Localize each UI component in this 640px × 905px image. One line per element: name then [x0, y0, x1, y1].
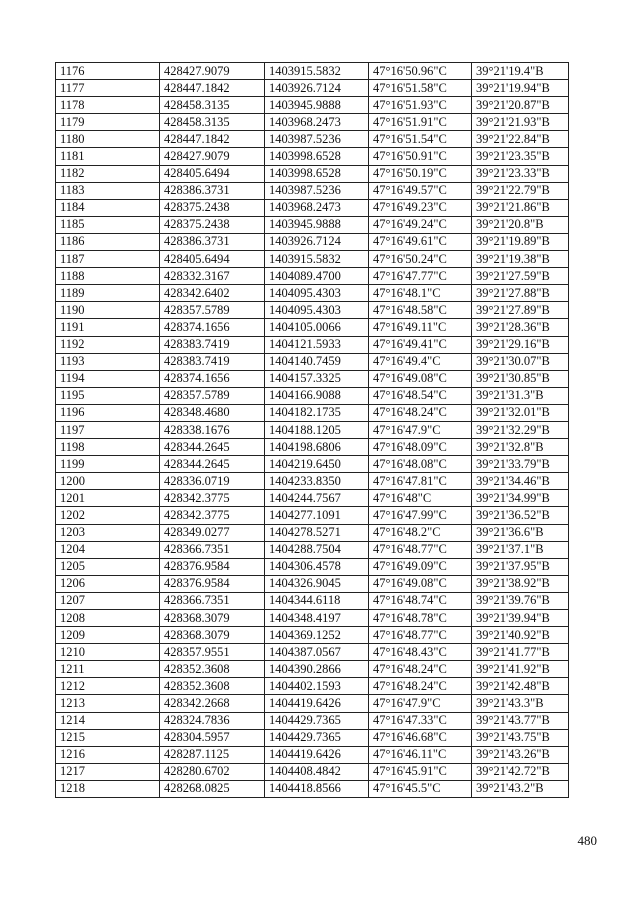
point-number-cell: 1182: [56, 165, 160, 182]
longitude-cell: 39°21'23.35"В: [472, 148, 569, 165]
latitude-cell: 47°16'48.77"С: [369, 627, 472, 644]
latitude-cell: 47°16'50.96"С: [369, 63, 472, 80]
longitude-cell: 39°21'34.99"В: [472, 490, 569, 507]
y-coordinate-cell: 1404188.1205: [265, 421, 369, 438]
point-number-cell: 1193: [56, 353, 160, 370]
point-number-cell: 1195: [56, 387, 160, 404]
y-coordinate-cell: 1403945.9888: [265, 216, 369, 233]
point-number-cell: 1198: [56, 439, 160, 456]
longitude-cell: 39°21'39.76"В: [472, 592, 569, 609]
x-coordinate-cell: 428357.5789: [160, 387, 265, 404]
y-coordinate-cell: 1404166.9088: [265, 387, 369, 404]
table-row: [56, 97, 569, 114]
point-number-cell: 1202: [56, 507, 160, 524]
x-coordinate-cell: 428458.3135: [160, 114, 265, 131]
longitude-cell: 39°21'43.26"В: [472, 746, 569, 763]
latitude-cell: 47°16'47.77"С: [369, 268, 472, 285]
latitude-cell: 47°16'49.23"С: [369, 199, 472, 216]
point-number-cell: 1186: [56, 233, 160, 250]
x-coordinate-cell: 428366.7351: [160, 592, 265, 609]
latitude-cell: 47°16'48"С: [369, 490, 472, 507]
point-number-cell: 1203: [56, 524, 160, 541]
longitude-cell: 39°21'42.72"В: [472, 763, 569, 780]
x-coordinate-cell: 428342.2668: [160, 695, 265, 712]
latitude-cell: 47°16'50.24"С: [369, 251, 472, 268]
point-number-cell: 1189: [56, 285, 160, 302]
x-coordinate-cell: 428344.2645: [160, 456, 265, 473]
longitude-cell: 39°21'32.8"В: [472, 439, 569, 456]
table-row: [56, 80, 569, 97]
y-coordinate-cell: 1404233.8350: [265, 473, 369, 490]
x-coordinate-cell: 428427.9079: [160, 148, 265, 165]
longitude-cell: 39°21'34.46"В: [472, 473, 569, 490]
longitude-cell: 39°21'30.85"В: [472, 370, 569, 387]
longitude-cell: 39°21'38.92"В: [472, 575, 569, 592]
longitude-cell: 39°21'43.3"В: [472, 695, 569, 712]
longitude-cell: 39°21'32.29"В: [472, 421, 569, 438]
point-number-cell: 1178: [56, 97, 160, 114]
longitude-cell: 39°21'20.87"В: [472, 97, 569, 114]
table-row: [56, 610, 569, 627]
latitude-cell: 47°16'49.09"С: [369, 558, 472, 575]
page-number: 480: [577, 833, 597, 848]
y-coordinate-cell: 1404306.4578: [265, 558, 369, 575]
point-number-cell: 1216: [56, 746, 160, 763]
latitude-cell: 47°16'45.5"С: [369, 780, 472, 797]
y-coordinate-cell: 1403926.7124: [265, 233, 369, 250]
y-coordinate-cell: 1404402.1593: [265, 678, 369, 695]
y-coordinate-cell: 1403998.6528: [265, 148, 369, 165]
y-coordinate-cell: 1403968.2473: [265, 199, 369, 216]
latitude-cell: 47°16'48.77"С: [369, 541, 472, 558]
point-number-cell: 1205: [56, 558, 160, 575]
y-coordinate-cell: 1404140.7459: [265, 353, 369, 370]
point-number-cell: 1181: [56, 148, 160, 165]
latitude-cell: 47°16'49.24"С: [369, 216, 472, 233]
x-coordinate-cell: 428366.7351: [160, 541, 265, 558]
table-row: [56, 353, 569, 370]
table-row: [56, 370, 569, 387]
x-coordinate-cell: 428376.9584: [160, 575, 265, 592]
x-coordinate-cell: 428352.3608: [160, 661, 265, 678]
point-number-cell: 1188: [56, 268, 160, 285]
table-row: [56, 575, 569, 592]
table-row: [56, 439, 569, 456]
latitude-cell: 47°16'48.54"С: [369, 387, 472, 404]
longitude-cell: 39°21'21.93"В: [472, 114, 569, 131]
y-coordinate-cell: 1404288.7504: [265, 541, 369, 558]
x-coordinate-cell: 428386.3731: [160, 182, 265, 199]
latitude-cell: 47°16'51.93"С: [369, 97, 472, 114]
table-row: [56, 592, 569, 609]
point-number-cell: 1197: [56, 421, 160, 438]
longitude-cell: 39°21'19.38"В: [472, 251, 569, 268]
table-row: [56, 302, 569, 319]
x-coordinate-cell: 428357.9551: [160, 644, 265, 661]
latitude-cell: 47°16'48.09"С: [369, 439, 472, 456]
point-number-cell: 1200: [56, 473, 160, 490]
y-coordinate-cell: 1403926.7124: [265, 80, 369, 97]
longitude-cell: 39°21'19.4"В: [472, 63, 569, 80]
x-coordinate-cell: 428324.7836: [160, 712, 265, 729]
longitude-cell: 39°21'39.94"В: [472, 610, 569, 627]
point-number-cell: 1192: [56, 336, 160, 353]
y-coordinate-cell: 1404089.4700: [265, 268, 369, 285]
point-number-cell: 1218: [56, 780, 160, 797]
x-coordinate-cell: 428374.1656: [160, 370, 265, 387]
latitude-cell: 47°16'48.08"С: [369, 456, 472, 473]
y-coordinate-cell: 1403945.9888: [265, 97, 369, 114]
y-coordinate-cell: 1404418.8566: [265, 780, 369, 797]
latitude-cell: 47°16'47.81"С: [369, 473, 472, 490]
longitude-cell: 39°21'20.8"В: [472, 216, 569, 233]
table-row: [56, 131, 569, 148]
y-coordinate-cell: 1404326.9045: [265, 575, 369, 592]
table-row: [56, 627, 569, 644]
longitude-cell: 39°21'43.77"В: [472, 712, 569, 729]
table-row: [56, 216, 569, 233]
latitude-cell: 47°16'48.24"С: [369, 661, 472, 678]
longitude-cell: 39°21'41.92"В: [472, 661, 569, 678]
y-coordinate-cell: 1404390.2866: [265, 661, 369, 678]
point-number-cell: 1199: [56, 456, 160, 473]
point-number-cell: 1206: [56, 575, 160, 592]
x-coordinate-cell: 428344.2645: [160, 439, 265, 456]
y-coordinate-cell: 1404182.1735: [265, 404, 369, 421]
latitude-cell: 47°16'48.78"С: [369, 610, 472, 627]
longitude-cell: 39°21'41.77"В: [472, 644, 569, 661]
longitude-cell: 39°21'19.94"В: [472, 80, 569, 97]
point-number-cell: 1213: [56, 695, 160, 712]
table-row: [56, 763, 569, 780]
point-number-cell: 1179: [56, 114, 160, 131]
coordinates-table-body: [56, 63, 569, 798]
x-coordinate-cell: 428368.3079: [160, 627, 265, 644]
point-number-cell: 1183: [56, 182, 160, 199]
y-coordinate-cell: 1403915.5832: [265, 251, 369, 268]
latitude-cell: 47°16'48.1"С: [369, 285, 472, 302]
y-coordinate-cell: 1404095.4303: [265, 302, 369, 319]
x-coordinate-cell: 428338.1676: [160, 421, 265, 438]
table-row: [56, 661, 569, 678]
table-row: [56, 780, 569, 797]
table-row: [56, 387, 569, 404]
longitude-cell: 39°21'27.89"В: [472, 302, 569, 319]
table-row: [56, 524, 569, 541]
x-coordinate-cell: 428332.3167: [160, 268, 265, 285]
table-row: [56, 251, 569, 268]
table-row: [56, 63, 569, 80]
y-coordinate-cell: 1404419.6426: [265, 746, 369, 763]
point-number-cell: 1214: [56, 712, 160, 729]
table-row: [56, 695, 569, 712]
point-number-cell: 1207: [56, 592, 160, 609]
x-coordinate-cell: 428405.6494: [160, 165, 265, 182]
latitude-cell: 47°16'49.57"С: [369, 182, 472, 199]
y-coordinate-cell: 1403998.6528: [265, 165, 369, 182]
latitude-cell: 47°16'47.33"С: [369, 712, 472, 729]
table-row: [56, 182, 569, 199]
longitude-cell: 39°21'31.3"В: [472, 387, 569, 404]
longitude-cell: 39°21'19.89"В: [472, 233, 569, 250]
longitude-cell: 39°21'23.33"В: [472, 165, 569, 182]
latitude-cell: 47°16'49.08"С: [369, 575, 472, 592]
table-row: [56, 165, 569, 182]
y-coordinate-cell: 1404277.1091: [265, 507, 369, 524]
table-row: [56, 541, 569, 558]
table-row: [56, 678, 569, 695]
y-coordinate-cell: 1404348.4197: [265, 610, 369, 627]
y-coordinate-cell: 1404157.3325: [265, 370, 369, 387]
table-row: [56, 507, 569, 524]
latitude-cell: 47°16'48.2"С: [369, 524, 472, 541]
point-number-cell: 1177: [56, 80, 160, 97]
table-row: [56, 148, 569, 165]
y-coordinate-cell: 1404095.4303: [265, 285, 369, 302]
latitude-cell: 47°16'48.24"С: [369, 404, 472, 421]
x-coordinate-cell: 428336.0719: [160, 473, 265, 490]
coordinates-table: [55, 62, 569, 798]
x-coordinate-cell: 428447.1842: [160, 131, 265, 148]
y-coordinate-cell: 1404105.0066: [265, 319, 369, 336]
point-number-cell: 1208: [56, 610, 160, 627]
y-coordinate-cell: 1403915.5832: [265, 63, 369, 80]
table-row: [56, 268, 569, 285]
latitude-cell: 47°16'51.91"С: [369, 114, 472, 131]
table-row: [56, 421, 569, 438]
longitude-cell: 39°21'43.2"В: [472, 780, 569, 797]
x-coordinate-cell: 428383.7419: [160, 353, 265, 370]
x-coordinate-cell: 428374.1656: [160, 319, 265, 336]
point-number-cell: 1185: [56, 216, 160, 233]
longitude-cell: 39°21'22.79"В: [472, 182, 569, 199]
table-row: [56, 114, 569, 131]
x-coordinate-cell: 428447.1842: [160, 80, 265, 97]
latitude-cell: 47°16'50.19"С: [369, 165, 472, 182]
y-coordinate-cell: 1404369.1252: [265, 627, 369, 644]
table-row: [56, 473, 569, 490]
point-number-cell: 1211: [56, 661, 160, 678]
longitude-cell: 39°21'37.1"В: [472, 541, 569, 558]
y-coordinate-cell: 1404278.5271: [265, 524, 369, 541]
y-coordinate-cell: 1404387.0567: [265, 644, 369, 661]
table-row: [56, 712, 569, 729]
point-number-cell: 1196: [56, 404, 160, 421]
x-coordinate-cell: 428375.2438: [160, 216, 265, 233]
point-number-cell: 1209: [56, 627, 160, 644]
latitude-cell: 47°16'48.58"С: [369, 302, 472, 319]
latitude-cell: 47°16'49.41"С: [369, 336, 472, 353]
x-coordinate-cell: 428458.3135: [160, 97, 265, 114]
longitude-cell: 39°21'30.07"В: [472, 353, 569, 370]
x-coordinate-cell: 428280.6702: [160, 763, 265, 780]
table-row: [56, 233, 569, 250]
longitude-cell: 39°21'43.75"В: [472, 729, 569, 746]
x-coordinate-cell: 428376.9584: [160, 558, 265, 575]
table-row: [56, 319, 569, 336]
longitude-cell: 39°21'36.6"В: [472, 524, 569, 541]
latitude-cell: 47°16'48.24"С: [369, 678, 472, 695]
x-coordinate-cell: 428268.0825: [160, 780, 265, 797]
latitude-cell: 47°16'48.43"С: [369, 644, 472, 661]
latitude-cell: 47°16'51.54"С: [369, 131, 472, 148]
point-number-cell: 1201: [56, 490, 160, 507]
point-number-cell: 1176: [56, 63, 160, 80]
table-row: [56, 729, 569, 746]
latitude-cell: 47°16'50.91"С: [369, 148, 472, 165]
longitude-cell: 39°21'29.16"В: [472, 336, 569, 353]
y-coordinate-cell: 1404429.7365: [265, 729, 369, 746]
longitude-cell: 39°21'28.36"В: [472, 319, 569, 336]
point-number-cell: 1210: [56, 644, 160, 661]
y-coordinate-cell: 1404244.7567: [265, 490, 369, 507]
table-row: [56, 558, 569, 575]
longitude-cell: 39°21'42.48"В: [472, 678, 569, 695]
x-coordinate-cell: 428375.2438: [160, 199, 265, 216]
table-row: [56, 199, 569, 216]
x-coordinate-cell: 428352.3608: [160, 678, 265, 695]
x-coordinate-cell: 428383.7419: [160, 336, 265, 353]
table-row: [56, 746, 569, 763]
point-number-cell: 1180: [56, 131, 160, 148]
table-row: [56, 336, 569, 353]
longitude-cell: 39°21'27.59"В: [472, 268, 569, 285]
y-coordinate-cell: 1404419.6426: [265, 695, 369, 712]
point-number-cell: 1212: [56, 678, 160, 695]
y-coordinate-cell: 1404408.4842: [265, 763, 369, 780]
table-row: [56, 285, 569, 302]
latitude-cell: 47°16'49.08"С: [369, 370, 472, 387]
longitude-cell: 39°21'40.92"В: [472, 627, 569, 644]
longitude-cell: 39°21'32.01"В: [472, 404, 569, 421]
point-number-cell: 1187: [56, 251, 160, 268]
latitude-cell: 47°16'47.9"С: [369, 421, 472, 438]
x-coordinate-cell: 428405.6494: [160, 251, 265, 268]
latitude-cell: 47°16'51.58"С: [369, 80, 472, 97]
x-coordinate-cell: 428304.5957: [160, 729, 265, 746]
longitude-cell: 39°21'21.86"В: [472, 199, 569, 216]
latitude-cell: 47°16'48.74"С: [369, 592, 472, 609]
longitude-cell: 39°21'27.88"В: [472, 285, 569, 302]
point-number-cell: 1184: [56, 199, 160, 216]
latitude-cell: 47°16'46.68"С: [369, 729, 472, 746]
point-number-cell: 1204: [56, 541, 160, 558]
longitude-cell: 39°21'36.52"В: [472, 507, 569, 524]
point-number-cell: 1191: [56, 319, 160, 336]
y-coordinate-cell: 1403987.5236: [265, 131, 369, 148]
latitude-cell: 47°16'49.61"С: [369, 233, 472, 250]
y-coordinate-cell: 1404429.7365: [265, 712, 369, 729]
x-coordinate-cell: 428342.3775: [160, 507, 265, 524]
latitude-cell: 47°16'47.99"С: [369, 507, 472, 524]
y-coordinate-cell: 1404121.5933: [265, 336, 369, 353]
y-coordinate-cell: 1404344.6118: [265, 592, 369, 609]
table-row: [56, 644, 569, 661]
longitude-cell: 39°21'37.95"В: [472, 558, 569, 575]
y-coordinate-cell: 1404219.6450: [265, 456, 369, 473]
y-coordinate-cell: 1404198.6806: [265, 439, 369, 456]
x-coordinate-cell: 428348.4680: [160, 404, 265, 421]
table-row: [56, 404, 569, 421]
x-coordinate-cell: 428349.0277: [160, 524, 265, 541]
point-number-cell: 1190: [56, 302, 160, 319]
x-coordinate-cell: 428342.3775: [160, 490, 265, 507]
table-row: [56, 490, 569, 507]
y-coordinate-cell: 1403987.5236: [265, 182, 369, 199]
latitude-cell: 47°16'49.4"С: [369, 353, 472, 370]
longitude-cell: 39°21'33.79"В: [472, 456, 569, 473]
point-number-cell: 1194: [56, 370, 160, 387]
x-coordinate-cell: 428427.9079: [160, 63, 265, 80]
y-coordinate-cell: 1403968.2473: [265, 114, 369, 131]
x-coordinate-cell: 428287.1125: [160, 746, 265, 763]
latitude-cell: 47°16'45.91"С: [369, 763, 472, 780]
x-coordinate-cell: 428386.3731: [160, 233, 265, 250]
x-coordinate-cell: 428357.5789: [160, 302, 265, 319]
x-coordinate-cell: 428342.6402: [160, 285, 265, 302]
latitude-cell: 47°16'46.11"С: [369, 746, 472, 763]
point-number-cell: 1217: [56, 763, 160, 780]
x-coordinate-cell: 428368.3079: [160, 610, 265, 627]
table-row: [56, 456, 569, 473]
longitude-cell: 39°21'22.84"В: [472, 131, 569, 148]
point-number-cell: 1215: [56, 729, 160, 746]
latitude-cell: 47°16'49.11"С: [369, 319, 472, 336]
latitude-cell: 47°16'47.9"С: [369, 695, 472, 712]
